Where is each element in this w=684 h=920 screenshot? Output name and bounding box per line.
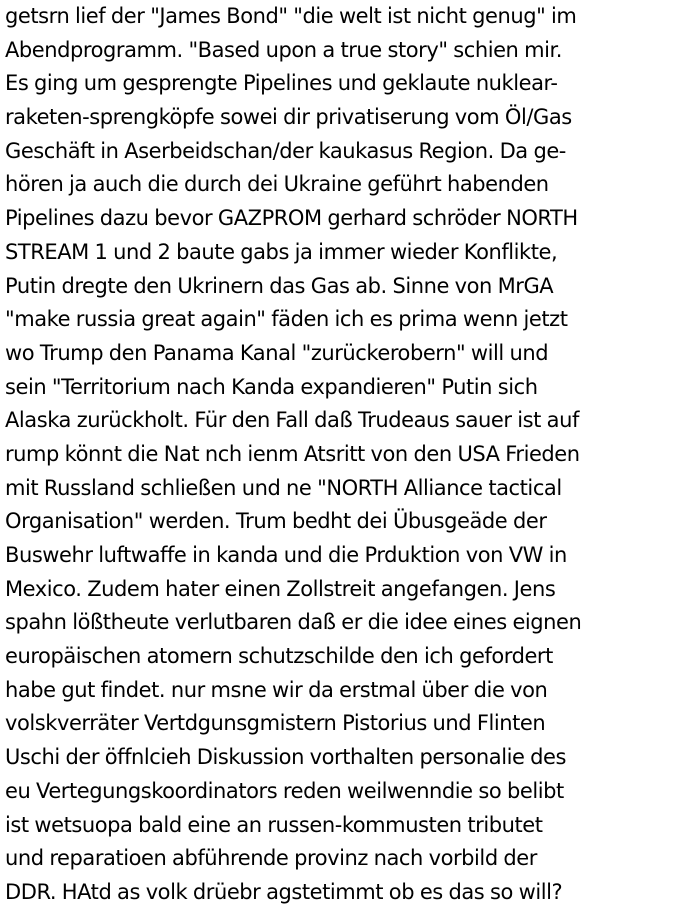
text-line: wo Trump den Panama Kanal "zurückerobern" will und — [5, 340, 549, 365]
text-line: mit Russland schließen und ne "NORTH Alliance tactical — [5, 475, 562, 500]
text-line: Pipelines dazu bevor GAZPROM gerhard schröder NORTH — [5, 206, 578, 231]
text-line: und reparatioen abführende provinz nach vorbild der — [5, 846, 537, 871]
text-line: spahn lößtheute verlutbaren daß er die idee eines eignen — [5, 610, 582, 635]
text-line: Geschäft in Aserbeidschan/der kaukasus Region. Da ge- — [5, 138, 566, 163]
text-line: "make russia great again" fäden ich es prima wenn jetzt — [5, 307, 568, 332]
text-line: Mexico. Zudem hater einen Zollstreit angefangen. Jens — [5, 576, 556, 601]
text-line: ist wetsuopa bald eine an russen-kommusten tributet — [5, 812, 543, 837]
text-line: STREAM 1 und 2 baute gabs ja immer wieder Konflikte, — [5, 239, 558, 264]
text-line: eu Vertegungskoordinators reden weilwenndie so belibt — [5, 778, 564, 803]
text-line: volskverräter Vertdgunsgmistern Pistorius und Flinten — [5, 711, 546, 736]
text-line: sein "Territorium nach Kanda expandieren" Putin sich — [5, 374, 538, 399]
text-line: Buswehr luftwaffe in kanda und die Prduktion von VW in — [5, 543, 567, 567]
text-line: raketen-sprengköpfe sowei dir privatiserung vom Öl/Gas — [5, 105, 572, 130]
text-line: Putin dregte den Ukrinern das Gas ab. Sinne von MrGA — [5, 273, 554, 298]
text-line: hören ja auch die durch dei Ukraine geführt habenden — [5, 172, 549, 197]
text-line: Organisation" werden. Trum bedht dei Übusgeäde der — [5, 509, 547, 534]
text-line: Alaska zurückholt. Für den Fall daß Trudeaus sauer ist auf — [5, 408, 579, 433]
text-line: getsrn lief der "James Bond" "die welt ist nicht genug" im — [5, 4, 577, 28]
text-line: europäischen atomern schutzschilde den ich gefordert — [5, 644, 553, 669]
text-line: Uschi der öffnlcieh Diskussion vorthalten personalie des — [5, 745, 567, 770]
text-line: habe gut findet. nur msne wir da erstmal über die von — [5, 677, 548, 702]
text-line: Es ging um gesprengte Pipelines und geklaute nuklear- — [5, 71, 558, 96]
text-line: Abendprogramm. "Based upon a true story" schien mir. — [5, 37, 563, 62]
text-line: rump könnt die Nat nch ienm Atsritt von den USA Frieden — [5, 441, 580, 466]
text-line: DDR. HAtd as volk drüebr agstetimmt ob es das so will? — [5, 879, 563, 904]
